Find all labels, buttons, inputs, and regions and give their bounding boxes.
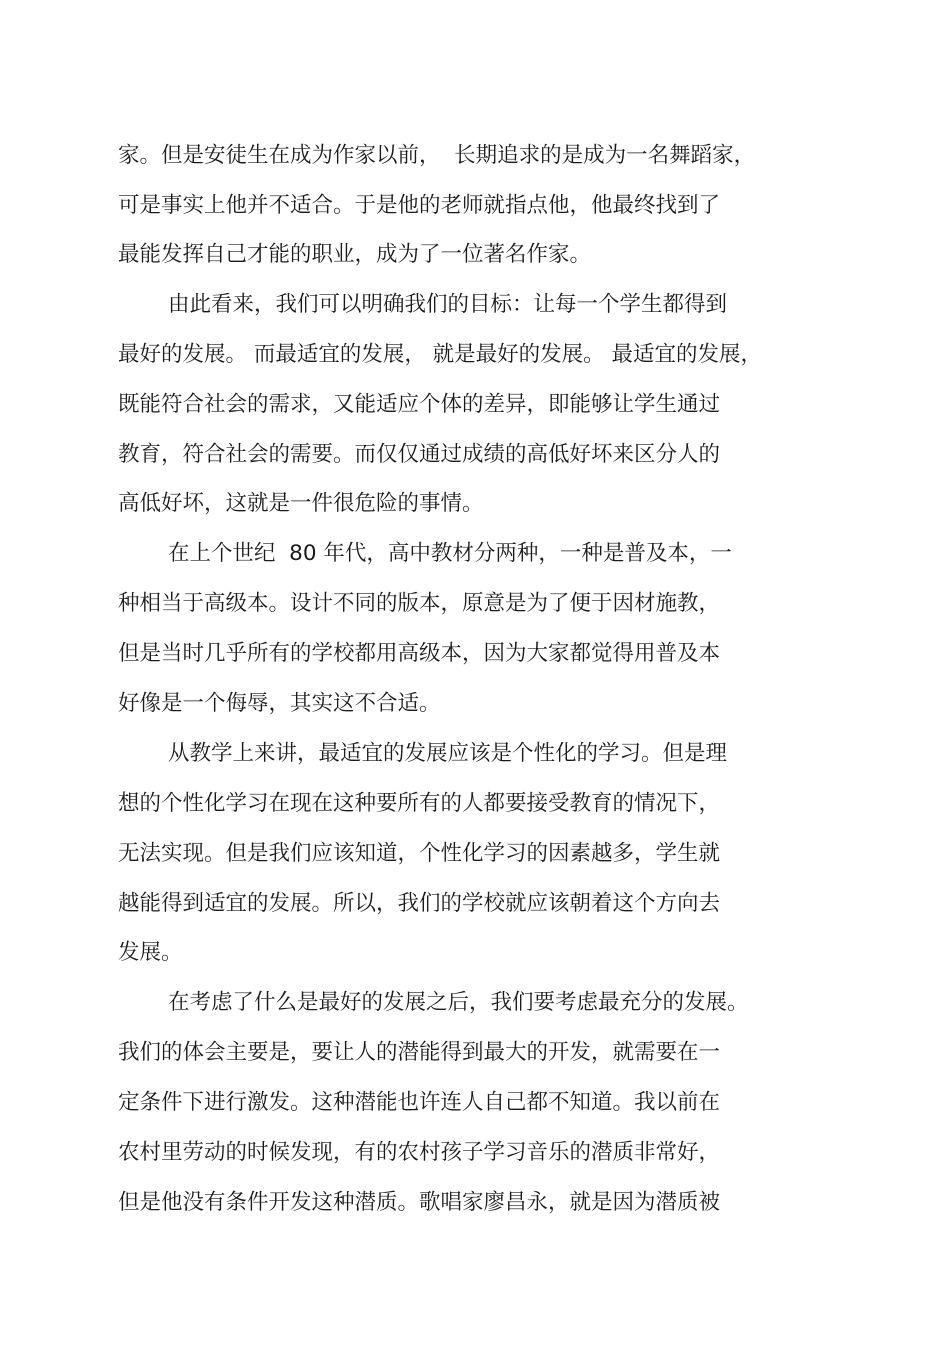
text-line: 最能发挥自己才能的职业，成为了一位著名作家。 bbox=[118, 242, 592, 267]
text-line: 家。但是安徒生在成为作家以前， 长期追求的是成为一名舞蹈家， bbox=[118, 143, 756, 168]
text-line: 最好的发展。 而最适宜的发展， 就是最好的发展。 最适宜的发展， bbox=[118, 342, 763, 367]
text-line: 好像是一个侮辱，其实这不合适。 bbox=[118, 691, 441, 716]
text-line: 定条件下进行激发。这种潜能也许连人自己都不知道。我以前在 bbox=[118, 1090, 721, 1115]
text-line: 但是他没有条件开发这种潜质。歌唱家廖昌永，就是因为潜质被 bbox=[118, 1190, 721, 1215]
text-line: 种相当于高级本。设计不同的版本，原意是为了便于因材施教， bbox=[118, 591, 721, 616]
text-line: 可是事实上他并不适合。于是他的老师就指点他，他最终找到了 bbox=[118, 193, 721, 218]
text-line: 高低好坏，这就是一件很危险的事情。 bbox=[118, 491, 484, 516]
paragraph-first-line: 在上个世纪 80 年代，高中教材分两种，一种是普及本，一 bbox=[168, 541, 732, 566]
text-line: 发展。 bbox=[118, 940, 183, 965]
paragraph-first-line: 从教学上来讲，最适宜的发展应该是个性化的学习。但是理 bbox=[168, 741, 728, 766]
text-line: 想的个性化学习在现在这种要所有的人都要接受教育的情况下， bbox=[118, 791, 721, 816]
text-line: 既能符合社会的需求，又能适应个体的差异，即能够让学生通过 bbox=[118, 392, 721, 417]
text-line: 但是当时几乎所有的学校都用高级本，因为大家都觉得用普及本 bbox=[118, 641, 721, 666]
paragraph-first-line: 由此看来，我们可以明确我们的目标：让每一个学生都得到 bbox=[168, 292, 728, 317]
text-line: 农村里劳动的时候发现，有的农村孩子学习音乐的潜质非常好， bbox=[118, 1140, 721, 1165]
text-line: 我们的体会主要是，要让人的潜能得到最大的开发，就需要在一 bbox=[118, 1040, 721, 1065]
text-line: 越能得到适宜的发展。所以，我们的学校就应该朝着这个方向去 bbox=[118, 891, 721, 916]
paragraph-first-line: 在考虑了什么是最好的发展之后，我们要考虑最充分的发展。 bbox=[168, 990, 749, 1015]
text-line: 无法实现。但是我们应该知道，个性化学习的因素越多，学生就 bbox=[118, 841, 721, 866]
text-line: 教育，符合社会的需要。而仅仅通过成绩的高低好坏来区分人的 bbox=[118, 442, 721, 467]
